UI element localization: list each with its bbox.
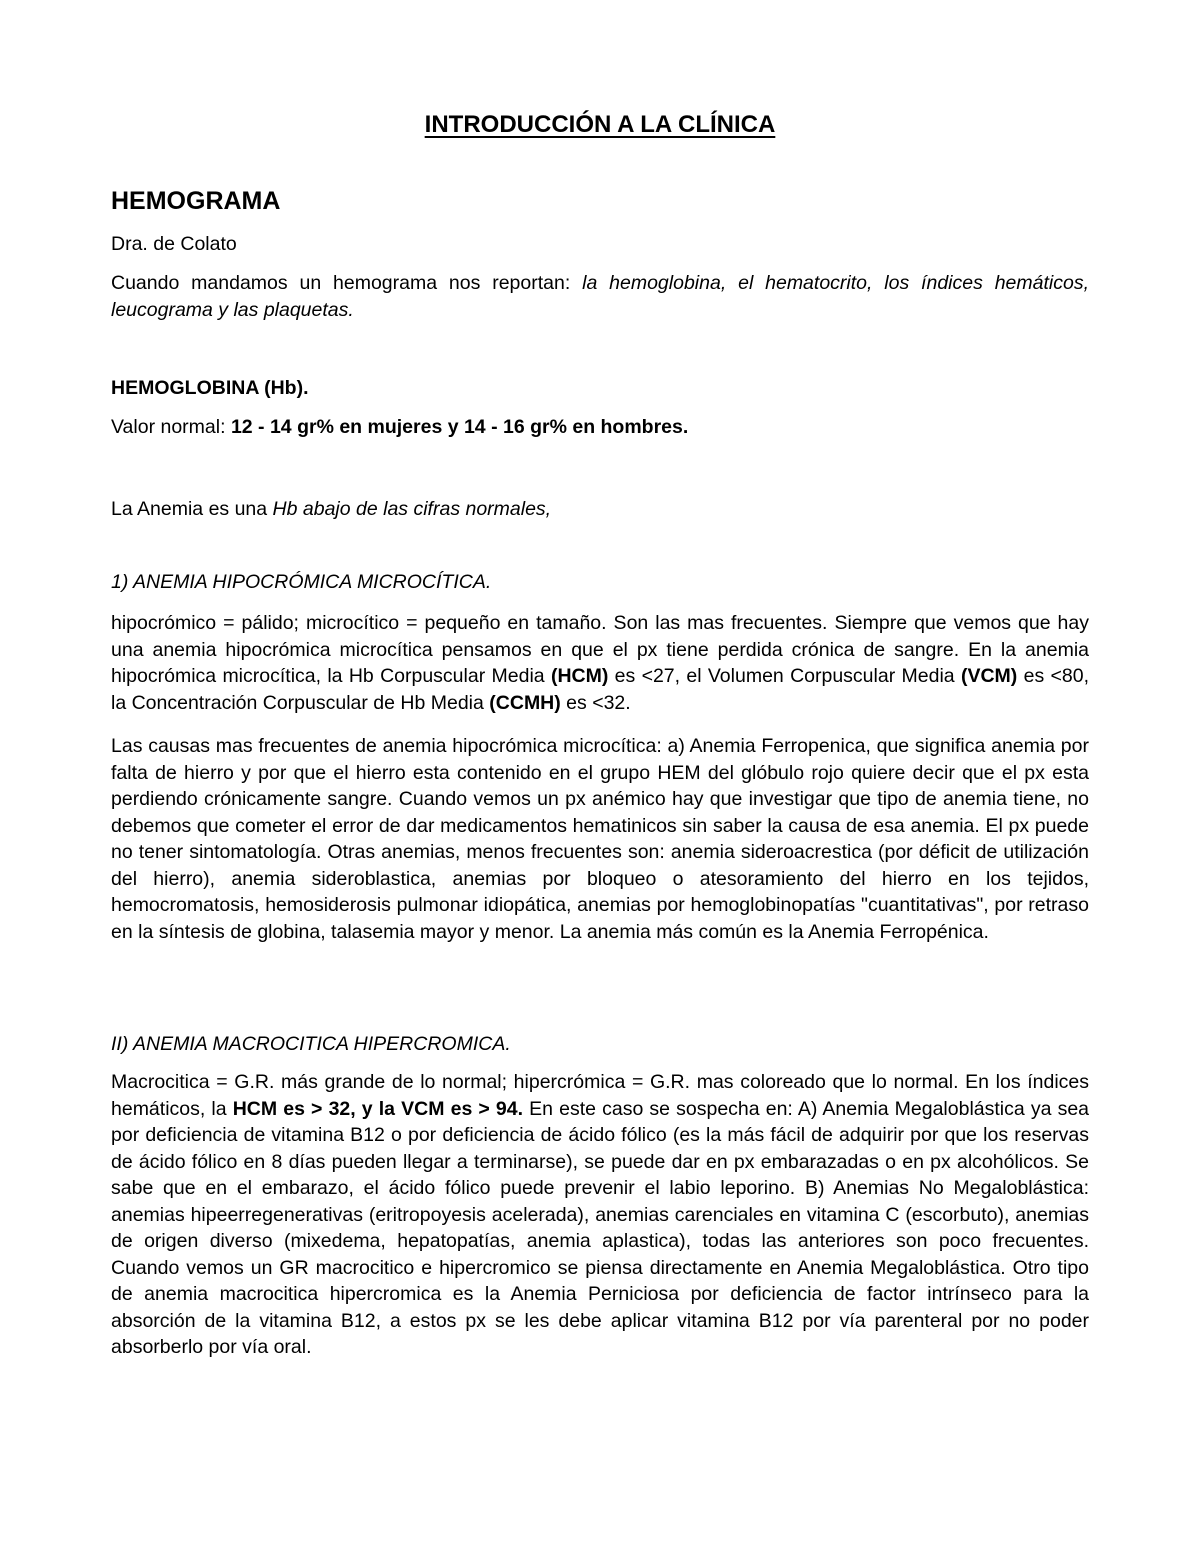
hemoglobina-heading-text: HEMOGLOBINA (Hb). — [111, 377, 309, 399]
hemoglobina-heading — [111, 375, 1089, 402]
intro-text: Cuando mandamos un hemograma nos reportan: — [111, 272, 583, 294]
section1-p1-text-4: es <32. — [560, 691, 631, 714]
section2-p1-text-1: Macrocitica = G.R. más grande de lo normal; hipercrómica = G.R. mas coloreado que lo normal. En los índices hemáticos, la — [111, 1071, 1089, 1120]
section2-p1-text-2: En este caso se sospecha en: A) Anemia Megaloblástica ya sea por deficiencia de vitamina B12 o por deficiencia de ácido fólico (es la más fácil de adquirir por que los reservas de ácido fólico en 8 días pueden llegar a terminarse), se puede dar en px embarazadas o en px alcohólicos. Se sabe que en el embarazo, el ácido fólico puede prevenir el labio leporino. B) Anemias No Megaloblástica: anemias hipeerregenerativas (eritropoyesis acelerada), anemias carenciales en vitamina C (escorbuto), anemias de origen diverso (mixedema, hepatopatías, anemia aplastica), todas las anteriores son poco frecuentes. Cuando vemos un GR macrocitico e hipercromico se piensa directamente en Anemia Megaloblástica. Otro tipo de anemia macrocitica hipercromica es la Anemia Perniciosa por deficiencia de factor intrínseco para la absorción de la vitamina B12, a estos px se les debe aplicar vitamina B12 por vía parenteral por no poder absorberlo por vía oral. — [111, 1097, 1090, 1358]
normal-value-text: 12 - 14 gr% en mujeres y 14 - 16 gr% en hombres. — [230, 416, 689, 438]
section2-p1-bold: HCM es > 32, y la VCM es > 94. — [232, 1097, 524, 1120]
anemia-definition-italic: Hb abajo de las cifras normales, — [272, 498, 552, 520]
section2-paragraph-1 — [111, 1069, 1089, 1361]
section1-paragraph-1 — [111, 610, 1089, 716]
section1-p1-text-2: es <27, el Volumen Corpuscular Media — [608, 665, 961, 687]
anemia-definition — [111, 496, 1089, 523]
intro-italic-text: la hemoglobina, el hematocrito, los índices hemáticos, leucograma y las plaquetas. — [111, 272, 1089, 321]
section1-p1-text-1: hipocrómico = pálido; microcítico = pequeño en tamaño. Son las mas frecuentes. Siempre que vemos que hay una anemia hipocrómica microcítica pensamos en que el px tiene perdida crónica de sangre. En la anemia hipocrómica microcítica, la Hb Corpuscular Media — [111, 612, 1089, 687]
anemia-definition-text: La Anemia es una — [111, 498, 273, 520]
intro-paragraph — [111, 270, 1089, 323]
section1-title: 1) ANEMIA HIPOCRÓMICA MICROCÍTICA. — [111, 571, 492, 593]
normal-value-label: Valor normal: — [111, 416, 231, 438]
section1-p1-vcm: (VCM) — [960, 665, 1018, 687]
section1-paragraph-2: Las causas mas frecuentes de anemia hipocrómica microcítica: a) Anemia Ferropenica, que significa anemia por falta de hierro y por que el hierro esta contenido en el grupo HEM del glóbulo rojo quiere decir que el px esta perdiendo crónicamente sangre. Cuando vemos un px anémico hay que investigar que tipo de anemia tiene, no debemos que cometer el error de dar medicamentos hematinicos sin saber la causa de esa anemia. El px puede no tener sintomatología. Otras anemias, menos frecuentes son: anemia sideroacrestica (por déficit de utilización del hierro), anemia sideroblastica, anemias por bloqueo o atesoramiento del hierro en los tejidos, hemocromatosis, hemosiderosis pulmonar idiopática, anemias por hemoglobinopatías "cuantitativas", por retraso en la síntesis de globina, talasemia mayor y menor. La anemia más común es la Anemia Ferropénica. — [111, 735, 1089, 943]
author-line: Dra. de Colato — [111, 233, 237, 255]
section1-p1-text-3: es <80, la Concentración Corpuscular de Hb Media — [111, 665, 1089, 714]
section-heading-hemograma: HEMOGRAMA — [111, 187, 281, 215]
section1-p1-hcm: (HCM) — [550, 665, 609, 687]
section2-title: II) ANEMIA MACROCITICA HIPERCROMICA. — [111, 1033, 511, 1055]
document-title-text: INTRODUCCIÓN A LA CLÍNICA — [424, 111, 776, 138]
section1-p1-ccmh: (CCMH) — [489, 691, 561, 714]
normal-value-line — [111, 414, 1089, 441]
document-title — [111, 110, 1089, 140]
